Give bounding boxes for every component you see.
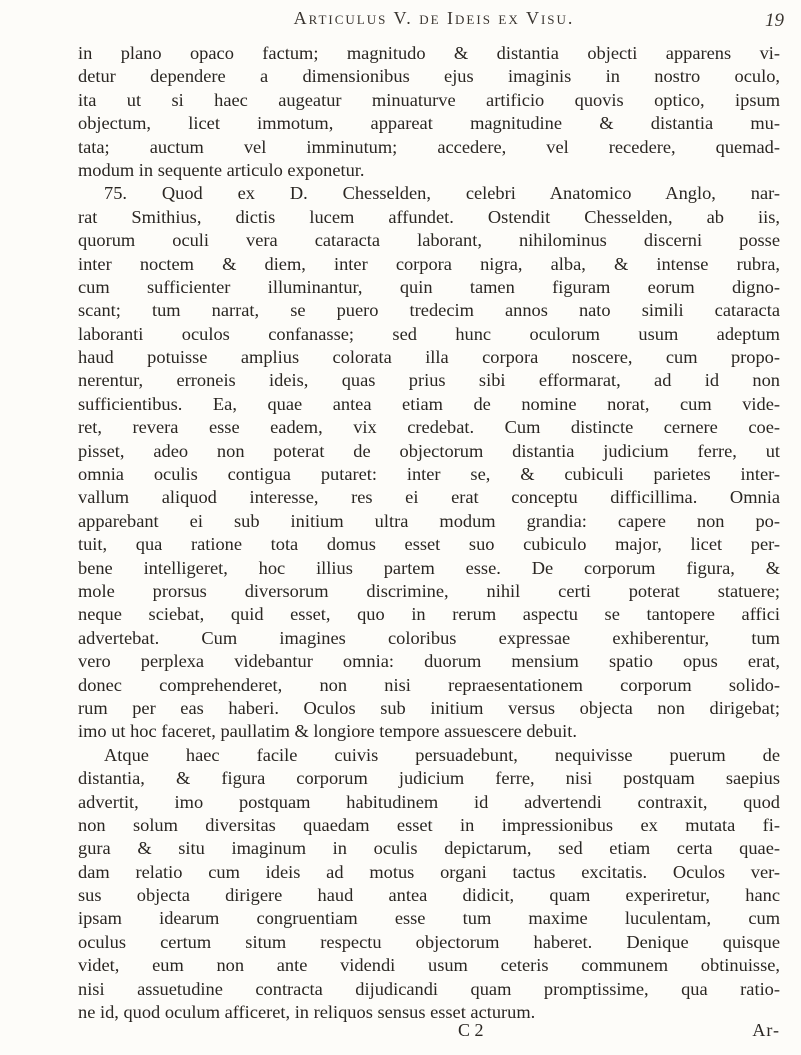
page-foot xyxy=(78,1020,780,1044)
text-line: ipsam idearum congruentiam esse tum maxime luculentam, cum xyxy=(78,908,780,929)
text-line: rum per eas haberi. Oculos sub initium versus objecta non dirigebat; xyxy=(78,697,780,718)
text-line: ne id, quod oculum afficeret, in reliquos sensus esset acturum. xyxy=(78,1002,536,1023)
text-line: tuit, qua ratione tota domus esset suo cubiculo major, licet per- xyxy=(78,534,780,555)
text-line: apparebant ei sub initium ultra modum grandia: capere non po- xyxy=(78,510,780,531)
text-line: ita ut si haec augeatur minuaturve artificio quovis optico, ipsum xyxy=(78,89,780,110)
text-line: vero perplexa videbantur omnia: duorum mensium spatio opus erat, xyxy=(78,651,780,672)
text-line: rat Smithius, dictis lucem affundet. Ostendit Chesselden, ab iis, xyxy=(78,206,780,227)
text-line: neque sciebat, quid esset, quo in rerum aspectu se tantopere affici xyxy=(78,604,780,625)
text-line: donec comprehenderet, non nisi repraesentationem corporum solido- xyxy=(78,674,780,695)
running-title: Articulus V. de Ideis ex Visu. xyxy=(293,8,575,28)
text-line: omnia oculis contigua putaret: inter se, & cubiculi parietes inter- xyxy=(78,464,780,485)
text-line: in plano opaco factum; magnitudo & distantia objecti apparens vi- xyxy=(78,43,780,63)
text-line: gura & situ imaginum in oculis depictarum, sed etiam certa quae- xyxy=(78,838,780,859)
running-head xyxy=(78,8,790,38)
text-line: scant; tum narrat, se puero tredecim annos nato simili cataracta xyxy=(78,300,780,321)
text-line: advertit, imo postquam habitudinem id advertendi contraxit, quod xyxy=(78,791,780,812)
text-line: laboranti oculos confanasse; sed hunc oculorum usum adeptum xyxy=(78,323,780,344)
text-line: imo ut hoc faceret, paullatim & longiore tempore assuescere debuit. xyxy=(78,721,577,742)
text-line: distantia, & figura corporum judicium ferre, nisi postquam saepius xyxy=(78,768,780,789)
paragraph-start: 75. Quod ex D. Chesselden, celebri Anatomico Anglo, nar- xyxy=(104,183,780,204)
text-line: modum in sequente articulo exponetur. xyxy=(78,159,365,180)
text-line: oculus certum situm respectu objectorum haberet. Denique quisque xyxy=(78,931,780,952)
text-line: advertebat. Cum imagines coloribus expressae exhiberentur, tum xyxy=(78,627,780,648)
paragraph-start: Atque haec facile cuivis persuadebunt, nequivisse puerum de xyxy=(104,744,780,765)
text-line: quorum oculi vera cataracta laborant, nihilominus discerni posse xyxy=(78,230,780,251)
text-line: non solum diversitas quaedam esset in impressionibus ex mutata fi- xyxy=(78,814,780,835)
body-text xyxy=(78,42,780,1024)
text-line: nisi assuetudine contracta dijudicandi quam promptissime, qua ratio- xyxy=(78,978,780,999)
text-line: sus objecta dirigere haud antea didicit, quam experiretur, hanc xyxy=(78,885,780,906)
text-line: sufficientibus. Ea, quae antea etiam de nomine norat, cum vide- xyxy=(78,393,780,414)
text-line: nerentur, erroneis ideis, quas prius sibi efformarat, ad id non xyxy=(78,370,780,391)
text-line: tata; auctum vel imminutum; accedere, vel recedere, quemad- xyxy=(78,136,780,157)
text-line: objectum, licet immotum, appareat magnitudine & distantia mu- xyxy=(78,113,780,134)
text-line: bene intelligeret, hoc illius partem esse. De corporum figura, & xyxy=(78,557,780,578)
text-line: dam relatio cum ideis ad motus organi tactus excitatis. Oculos ver- xyxy=(78,861,780,882)
text-line: detur dependere a dimensionibus ejus imaginis in nostro oculo, xyxy=(78,66,780,87)
text-line: inter noctem & diem, inter corpora nigra, alba, & intense rubra, xyxy=(78,253,780,274)
text-line: videt, eum non ante videndi usum ceteris communem obtinuisse, xyxy=(78,955,780,976)
text-line: vallum aliquod interesse, res ei erat conceptu difficillima. Omnia xyxy=(78,487,780,508)
signature-mark: C 2 xyxy=(458,1020,484,1040)
text-line: cum sufficienter illuminantur, quin tamen figuram eorum digno- xyxy=(78,276,780,297)
page-number: 19 xyxy=(765,10,784,31)
text-line: haud potuisse amplius colorata illa corpora noscere, cum propo- xyxy=(78,347,780,368)
catchword: Ar- xyxy=(752,1020,780,1040)
text-line: ret, revera esse eadem, vix credebat. Cum distincte cernere coe- xyxy=(78,417,780,438)
text-line: mole prorsus diversorum discrimine, nihil certi poterat statuere; xyxy=(78,580,780,601)
text-line: pisset, adeo non poterat de objectorum distantia judicium ferre, ut xyxy=(78,440,780,461)
